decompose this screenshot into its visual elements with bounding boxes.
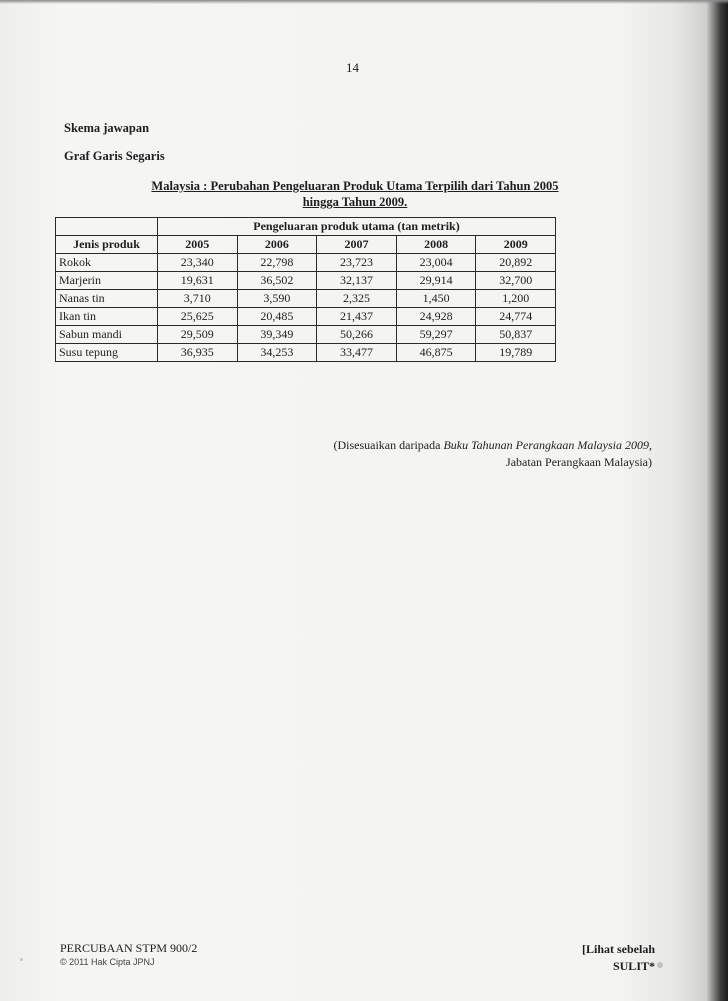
value-cell: 24,928 (396, 308, 476, 326)
value-cell: 50,837 (476, 326, 556, 344)
source-line1 (290, 437, 652, 454)
product-cell: Susu tepung (56, 344, 158, 362)
value-cell: 33,477 (317, 344, 397, 362)
value-cell: 3,590 (237, 290, 317, 308)
value-cell: 23,340 (158, 254, 238, 272)
value-cell: 23,004 (396, 254, 476, 272)
value-cell: 19,789 (476, 344, 556, 362)
value-cell: 2,325 (317, 290, 397, 308)
table-title (120, 178, 590, 210)
table-row (56, 290, 556, 308)
year-header: 2008 (396, 236, 476, 254)
value-cell: 1,450 (396, 290, 476, 308)
value-cell: 21,437 (317, 308, 397, 326)
year-header: 2005 (158, 236, 238, 254)
value-cell: 59,297 (396, 326, 476, 344)
value-cell: 32,700 (476, 272, 556, 290)
value-cell: 23,723 (317, 254, 397, 272)
scan-smudge (20, 958, 23, 961)
production-table (55, 217, 556, 362)
source-prefix: (Disesuaikan daripada (333, 438, 444, 452)
year-header: 2009 (476, 236, 556, 254)
value-cell: 25,625 (158, 308, 238, 326)
value-cell: 22,798 (237, 254, 317, 272)
table-row (56, 254, 556, 272)
table-title-line1: Malaysia : Perubahan Pengeluaran Produk Utama Terpilih dari Tahun 2005 (151, 179, 559, 193)
scan-smudge (657, 962, 663, 968)
table-row (56, 308, 556, 326)
exam-code: PERCUBAAN STPM 900/2 (60, 941, 198, 955)
scan-edge (0, 0, 728, 4)
table-header-row (56, 236, 556, 254)
product-cell: Nanas tin (56, 290, 158, 308)
value-cell: 39,349 (237, 326, 317, 344)
value-cell: 46,875 (396, 344, 476, 362)
section-subheading: Graf Garis Segaris (64, 149, 165, 163)
corner-cell (56, 218, 158, 236)
value-cell: 29,509 (158, 326, 238, 344)
table-title-line2: hingga Tahun 2009. (302, 195, 408, 209)
source-book: Buku Tahunan Perangkaan Malaysia 2009, (443, 438, 652, 452)
next-page-note: [Lihat sebelah (581, 942, 655, 956)
value-cell: 50,266 (317, 326, 397, 344)
table-row (56, 272, 556, 290)
product-cell: Marjerin (56, 272, 158, 290)
product-header: Jenis produk (56, 236, 158, 254)
year-header: 2007 (317, 236, 397, 254)
classification-label: SULIT* (612, 959, 655, 973)
value-cell: 34,253 (237, 344, 317, 362)
source-line2: Jabatan Perangkaan Malaysia) (506, 455, 652, 469)
product-cell: Rokok (56, 254, 158, 272)
page-number: 14 (346, 60, 359, 75)
value-cell: 19,631 (158, 272, 238, 290)
table-row (56, 326, 556, 344)
year-header: 2006 (237, 236, 317, 254)
source-citation (290, 437, 652, 471)
value-cell: 20,485 (237, 308, 317, 326)
copyright-note: © 2011 Hak Cipta JPNJ (60, 957, 155, 967)
value-cell: 3,710 (158, 290, 238, 308)
section-heading: Skema jawapan (64, 121, 150, 135)
value-cell: 32,137 (317, 272, 397, 290)
value-cell: 24,774 (476, 308, 556, 326)
value-cell: 29,914 (396, 272, 476, 290)
page-footer-right (550, 941, 655, 975)
value-cell: 36,502 (237, 272, 317, 290)
product-cell: Sabun mandi (56, 326, 158, 344)
value-cell: 1,200 (476, 290, 556, 308)
value-cell: 36,935 (158, 344, 238, 362)
product-cell: Ikan tin (56, 308, 158, 326)
group-header: Pengeluaran produk utama (tan metrik) (158, 218, 556, 236)
table-group-header-row (56, 218, 556, 236)
value-cell: 20,892 (476, 254, 556, 272)
table-row (56, 344, 556, 362)
